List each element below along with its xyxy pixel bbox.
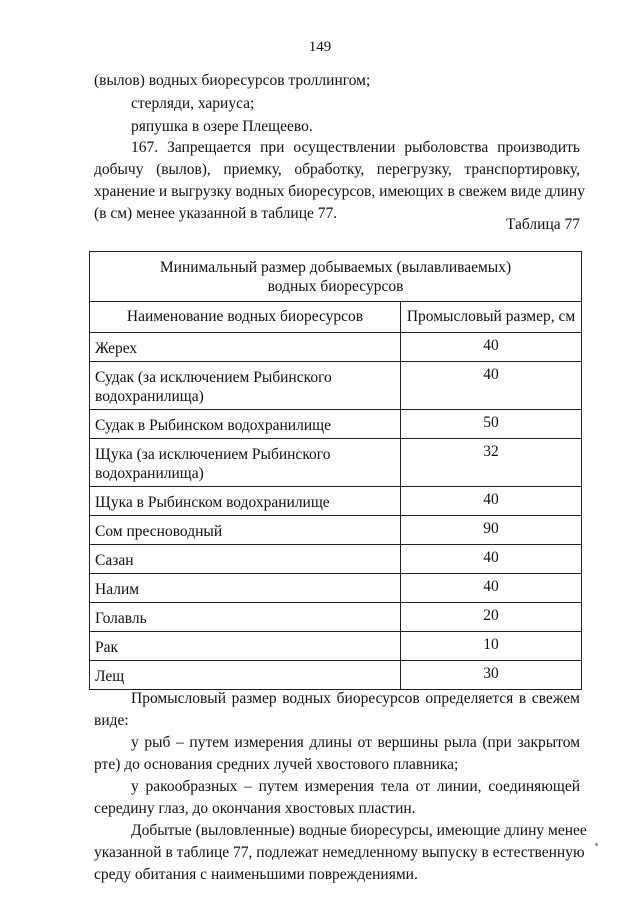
intro-block (94, 70, 580, 138)
paragraph-line: у рыб – путем измерения длины от вершины рыла (при закрытом (131, 734, 580, 751)
after-table-block (94, 688, 587, 886)
paragraph-line: середину глаз, до окончания хвостовых пластин. (94, 800, 416, 817)
table-row (90, 487, 582, 516)
species-name-cell (90, 545, 401, 574)
intro-line: ряпушка в озере Плещеево. (131, 118, 313, 135)
table-row (90, 632, 582, 661)
table-row (90, 545, 582, 574)
species-name-line: Судак (за исключением Рыбинского (95, 369, 332, 386)
intro-line: стерляди, хариуса; (131, 95, 255, 112)
size-cell: 40 (401, 333, 582, 362)
size-table (89, 251, 582, 690)
species-name-line: Жерех (95, 340, 138, 357)
size-cell: 40 (401, 574, 582, 603)
species-name-line: Сом пресноводный (95, 523, 223, 540)
paragraph-line: указанной в таблице 77, подлежат немедленному выпуску в естественную (94, 844, 585, 861)
size-cell: 10 (401, 632, 582, 661)
species-name-line: Щука (за исключением Рыбинского (95, 446, 331, 463)
paragraph-line: у ракообразных – путем измерения тела от линии, соединяющей (131, 778, 580, 795)
paragraph-line: среду обитания с наименьшими повреждениями. (94, 866, 418, 883)
species-name-line: Щука в Рыбинском водохранилище (95, 494, 330, 511)
size-cell: 20 (401, 603, 582, 632)
size-cell: 40 (401, 487, 582, 516)
scan-speck (595, 843, 598, 846)
size-cell: 30 (401, 661, 582, 690)
paragraph-line: рте) до основания средних лучей хвостового плавника; (94, 756, 459, 773)
species-name-cell (90, 516, 401, 545)
species-name-cell (90, 362, 401, 410)
species-name-line: Голавль (95, 610, 147, 627)
table-row (90, 362, 582, 410)
paragraph-line: добычу (вылов), приемку, обработку, перегрузку, транспортировку, (94, 161, 580, 178)
species-name-line: Лещ (95, 668, 125, 685)
size-cell: 90 (401, 516, 582, 545)
intro-line: (вылов) водных биоресурсов троллингом; (94, 72, 371, 89)
table-caption (90, 252, 582, 302)
table-row (90, 603, 582, 632)
species-name-cell (90, 439, 401, 487)
species-name-cell (90, 410, 401, 439)
species-name-cell (90, 632, 401, 661)
size-cell: 40 (401, 362, 582, 410)
species-name-line: Рак (95, 639, 119, 656)
table-caption-line: Минимальный размер добываемых (вылавливаемых) (159, 259, 512, 276)
table-row (90, 439, 582, 487)
column-header-name: Наименование водных биоресурсов (90, 302, 401, 333)
size-cell: 40 (401, 545, 582, 574)
table-row (90, 333, 582, 362)
species-name-cell (90, 333, 401, 362)
species-name-line: Налим (95, 581, 140, 598)
table-label: Таблица 77 (505, 216, 580, 233)
table-row (90, 574, 582, 603)
species-name-line: Сазан (95, 552, 134, 569)
species-name-line: водохранилища) (95, 465, 204, 482)
species-name-cell (90, 661, 401, 690)
paragraph-line: хранение и выгрузку водных биоресурсов, имеющих в свежем виде длину (94, 183, 585, 200)
table-caption-line: водных биоресурсов (267, 278, 404, 295)
size-cell: 50 (401, 410, 582, 439)
paragraph-line: виде: (94, 712, 129, 729)
paragraph-line: 167. Запрещается при осуществлении рыболовства производить (131, 139, 580, 156)
paragraph-167 (94, 137, 585, 225)
table-row (90, 516, 582, 545)
table-row (90, 410, 582, 439)
paragraph-line: Промысловый размер водных биоресурсов определяется в свежем (131, 690, 580, 707)
page-number: 149 (308, 39, 332, 55)
species-name-cell (90, 574, 401, 603)
species-name-line: Судак в Рыбинском водохранилище (95, 417, 331, 434)
paragraph-line: Добытые (выловленные) водные биоресурсы, имеющие длину менее (131, 822, 587, 839)
column-header-size: Промысловый размер, см (401, 302, 582, 333)
table-row (90, 661, 582, 690)
species-name-line: водохранилища) (95, 388, 204, 405)
species-name-cell (90, 603, 401, 632)
paragraph-line: (в см) менее указанной в таблице 77. (94, 205, 338, 222)
species-name-cell (90, 487, 401, 516)
size-cell: 32 (401, 439, 582, 487)
